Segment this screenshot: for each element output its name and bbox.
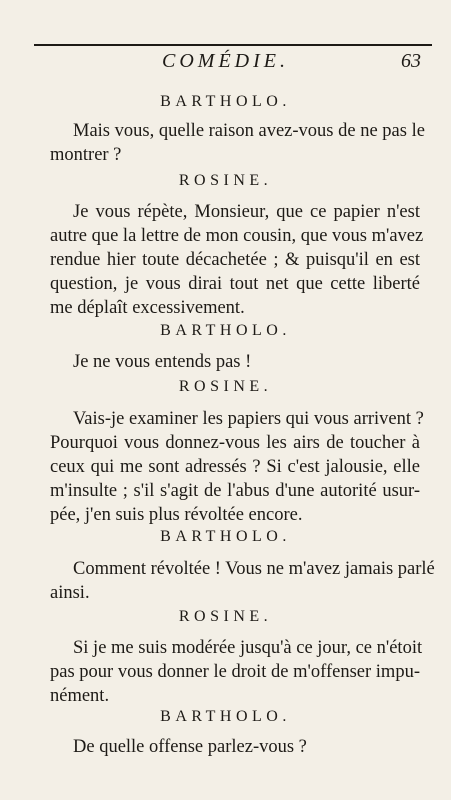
dialogue-line: autre que la lettre de mon cousin, que vous m'avez [50,226,424,246]
dialogue-line: pas pour vous donner le droit de m'offenser impu- [50,662,420,682]
dialogue-line: Pourquoi vous donnez-vous les airs de toucher à [50,433,420,453]
speaker-name: ROSINE. [178,172,273,189]
dialogue-line: question, je vous dirai tout net que cette liberté [50,274,420,294]
speaker-name: BARTHOLO. [160,528,291,545]
dialogue-line: montrer ? [50,145,122,165]
dialogue-line: Mais vous, quelle raison avez-vous de ne pas le [73,121,425,141]
speaker-name: BARTHOLO. [160,708,291,725]
dialogue-line: Si je me suis modérée jusqu'à ce jour, ce n'étoit [73,638,423,658]
header-rule [34,44,432,46]
running-title: COMÉDIE. [162,50,289,72]
dialogue-line: pée, j'en suis plus révoltée encore. [50,505,303,525]
speaker-name: ROSINE. [178,378,273,395]
speaker-name: ROSINE. [178,608,273,625]
dialogue-line: Je ne vous entends pas ! [73,352,252,372]
dialogue-line: ceux qui me sont adressés ? Si c'est jalousie, elle [50,457,420,477]
dialogue-line: De quelle offense parlez-vous ? [73,737,307,757]
dialogue-line: ainsi. [50,583,90,603]
dialogue-line: m'insulte ; s'il s'agit de l'abus d'une autorité usur- [50,481,420,501]
dialogue-line: rendue hier toute décachetée ; & puisqu'il en est [50,250,420,270]
dialogue-line: Vais-je examiner les papiers qui vous arrivent ? [73,409,424,429]
dialogue-line: me déplaît excessivement. [50,298,245,318]
dialogue-line: Je vous répète, Monsieur, que ce papier n'est [73,202,420,222]
page-number: 63 [401,50,421,72]
dialogue-line: nément. [50,686,110,706]
speaker-name: BARTHOLO. [160,93,291,110]
speaker-name: BARTHOLO. [160,322,291,339]
dialogue-line: Comment révoltée ! Vous ne m'avez jamais parlé [73,559,435,579]
